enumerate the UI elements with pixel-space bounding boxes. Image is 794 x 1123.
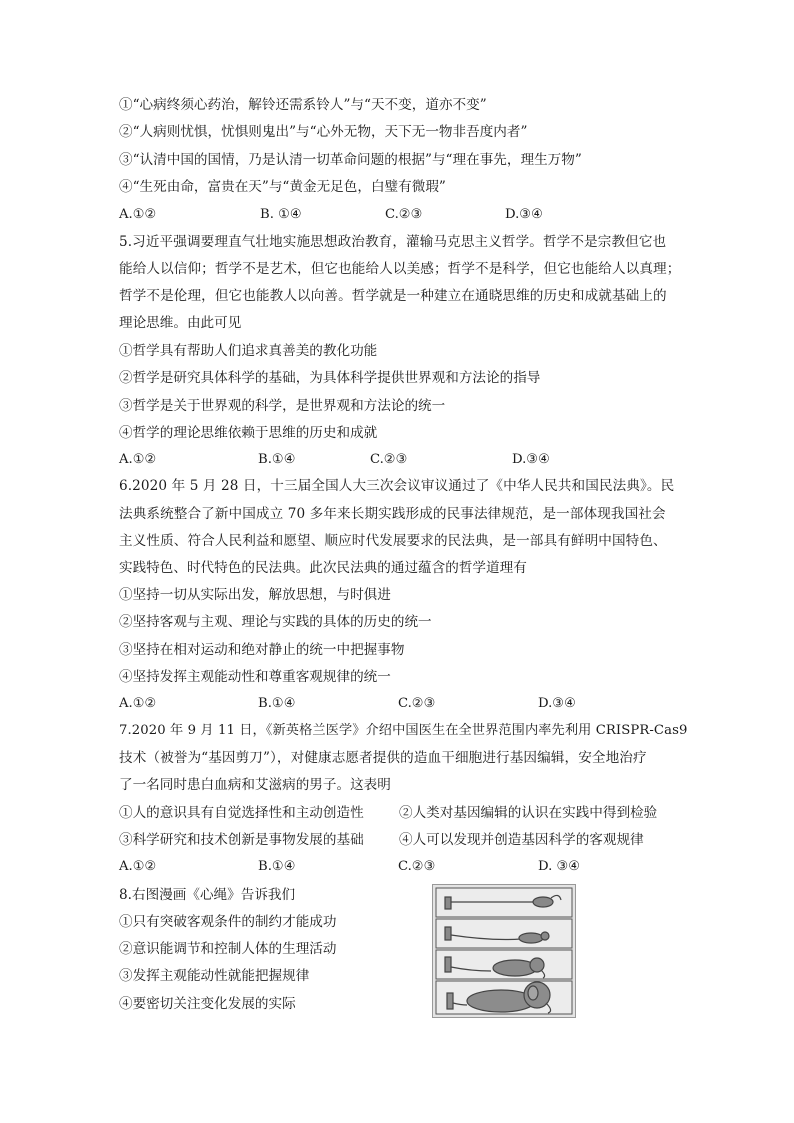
q7-option-c: C.②③ bbox=[398, 859, 436, 874]
q7-item-4: ④人可以发现并创造基因科学的客观规律 bbox=[399, 832, 644, 848]
q5-option-c: C.②③ bbox=[370, 452, 408, 467]
q8-item-4: ④要密切关注变化发展的实际 bbox=[119, 996, 296, 1012]
q7-option-a: A.①② bbox=[119, 859, 157, 874]
q6-option-b: B.①④ bbox=[258, 696, 296, 711]
q5-option-d: D.③④ bbox=[512, 452, 550, 467]
q5-option-b: B.①④ bbox=[258, 452, 296, 467]
q7-option-b: B.①④ bbox=[258, 859, 296, 874]
q5-stem-line-1: 5.习近平强调要理直气壮地实施思想政治教育，灌输马克思主义哲学。哲学不是宗教但它也 bbox=[119, 234, 667, 250]
elephant-rope-cartoon-icon bbox=[432, 884, 576, 1018]
q5-stem-line-3: 哲学不是伦理，但它也能教人以向善。哲学就是一种建立在通晓思维的历史和成就基础上的 bbox=[119, 288, 667, 304]
q4-option-a: A.①② bbox=[119, 207, 157, 222]
q7-item-1: ①人的意识具有自觉选择性和主动创造性 bbox=[119, 805, 364, 821]
q4-item-2: ②“人病则忧惧，忧惧则鬼出”与“心外无物，天下无一物非吾度内者” bbox=[119, 124, 528, 140]
q6-stem-line-1: 6.2020 年 5 月 28 日，十三届全国人大三次会议审议通过了《中华人民共和国民法典》。民 bbox=[119, 478, 675, 494]
q7-stem-line-3: 了一名同时患白血病和艾滋病的男子。这表明 bbox=[119, 777, 391, 793]
q7-item-2: ②人类对基因编辑的认识在实践中得到检验 bbox=[399, 805, 658, 821]
q6-stem-line-2: 法典系统整合了新中国成立 70 多年来长期实践形成的民事法律规范，是一部体现我国社会 bbox=[119, 506, 666, 522]
q6-item-3: ③坚持在相对运动和绝对静止的统一中把握事物 bbox=[119, 642, 405, 658]
q4-item-4: ④“生死由命，富贵在天”与“黄金无足色，白璧有微瑕” bbox=[119, 179, 446, 195]
q8-item-3: ③发挥主观能动性就能把握规律 bbox=[119, 968, 310, 984]
q6-item-4: ④坚持发挥主观能动性和尊重客观规律的统一 bbox=[119, 669, 391, 685]
q5-item-3: ③哲学是关于世界观的科学，是世界观和方法论的统一 bbox=[119, 398, 446, 414]
q7-stem-line-2: 技术（被誉为“基因剪刀”），对健康志愿者提供的造血干细胞进行基因编辑，安全地治疗 bbox=[119, 750, 647, 766]
q8-item-2: ②意识能调节和控制人体的生理活动 bbox=[119, 941, 337, 957]
q5-stem-line-2: 能给人以信仰；哲学不是艺术，但它也能给人以美感；哲学不是科学，但它也能给人以真理； bbox=[119, 261, 681, 277]
q4-option-c: C.②③ bbox=[385, 207, 423, 222]
q4-item-1: ①“心病终须心药治，解铃还需系铃人”与“天不变，道亦不变” bbox=[119, 97, 487, 113]
q6-stem-line-4: 实践特色、时代特色的民法典。此次民法典的通过蕴含的哲学道理有 bbox=[119, 560, 527, 576]
q8-stem: 8.右图漫画《心绳》告诉我们 bbox=[119, 887, 296, 903]
q6-item-2: ②坚持客观与主观、理论与实践的具体的历史的统一 bbox=[119, 614, 432, 630]
q5-item-4: ④哲学的理论思维依赖于思维的历史和成就 bbox=[119, 425, 378, 441]
q6-item-1: ①坚持一切从实际出发，解放思想，与时俱进 bbox=[119, 587, 391, 603]
q6-option-d: D.③④ bbox=[538, 696, 576, 711]
q5-stem-line-4: 理论思维。由此可见 bbox=[119, 315, 242, 331]
q4-item-3: ③“认清中国的国情，乃是认清一切革命问题的根据”与“理在事先，理生万物” bbox=[119, 152, 582, 168]
q6-option-c: C.②③ bbox=[398, 696, 436, 711]
q8-item-1: ①只有突破客观条件的制约才能成功 bbox=[119, 914, 337, 930]
q4-option-b: B. ①④ bbox=[260, 207, 302, 222]
q6-option-a: A.①② bbox=[119, 696, 157, 711]
q5-item-1: ①哲学具有帮助人们追求真善美的教化功能 bbox=[119, 343, 378, 359]
q7-option-d: D. ③④ bbox=[538, 859, 581, 874]
q7-stem-line-1: 7.2020 年 9 月 11 日，《新英格兰医学》介绍中国医生在全世界范围内率先利用 CRISPR-Cas9 bbox=[119, 723, 688, 738]
q7-item-3: ③科学研究和技术创新是事物发展的基础 bbox=[119, 832, 364, 848]
q4-option-d: D.③④ bbox=[505, 207, 543, 222]
q6-stem-line-3: 主义性质、符合人民利益和愿望、顺应时代发展要求的民法典，是一部具有鲜明中国特色、 bbox=[119, 533, 667, 549]
q5-item-2: ②哲学是研究具体科学的基础，为具体科学提供世界观和方法论的指导 bbox=[119, 370, 541, 386]
q5-option-a: A.①② bbox=[119, 452, 157, 467]
